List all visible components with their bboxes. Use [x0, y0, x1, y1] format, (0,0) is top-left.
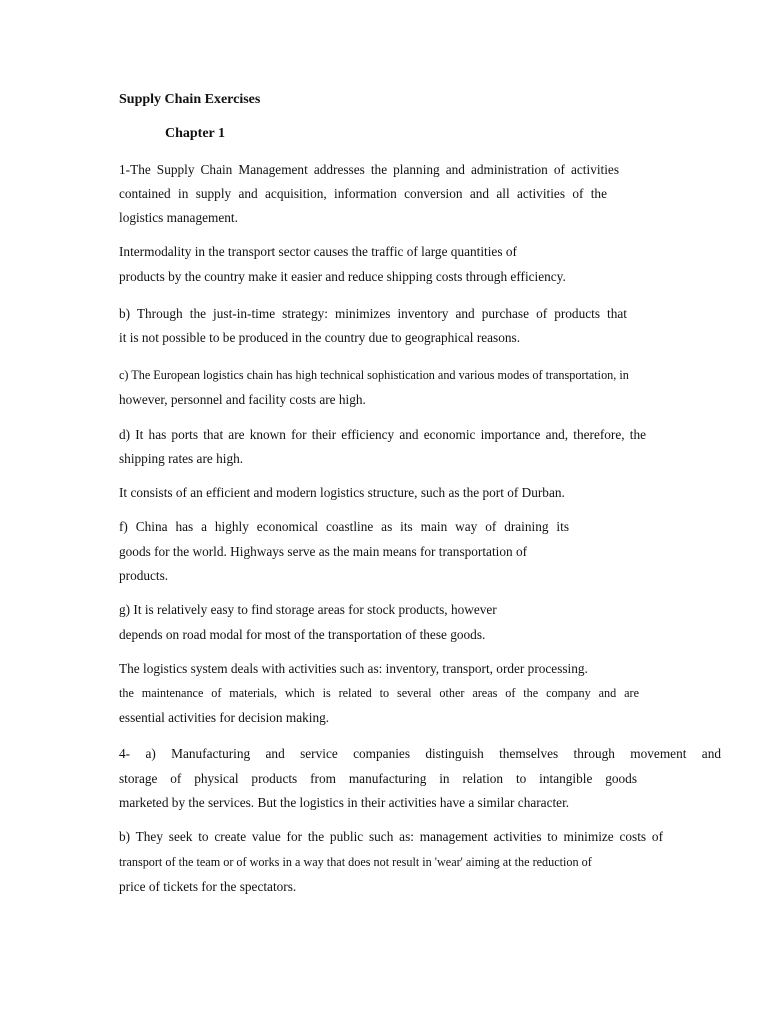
text-line: shipping rates are high. — [119, 451, 244, 466]
text-line: storage of physical products from manufacturing in relation to intangible goods — [119, 771, 637, 786]
text-line: 1-The Supply Chain Management addresses the planning and administration of activities — [119, 162, 619, 177]
text-line: depends on road modal for most of the transportation of these goods. — [119, 627, 486, 642]
text-line: contained in supply and acquisition, information conversion and all activities of the — [119, 186, 607, 201]
text-line: logistics management. — [119, 210, 238, 225]
chapter-heading: Chapter 1 — [165, 126, 226, 141]
text-line: f) China has a highly economical coastline as its main way of draining its — [119, 519, 569, 534]
text-line: It consists of an efficient and modern logistics structure, such as the port of Durban. — [119, 485, 565, 500]
text-line: transport of the team or of works in a way that does not result in 'wear' aiming at the reduction of — [119, 855, 592, 869]
text-line: marketed by the services. But the logistics in their activities have a similar character. — [119, 795, 570, 810]
text-line: products by the country make it easier and reduce shipping costs through efficiency. — [119, 269, 566, 284]
text-line: products. — [119, 568, 169, 583]
text-line: d) It has ports that are known for their efficiency and economic importance and, therefore, the — [119, 427, 646, 442]
text-line: Intermodality in the transport sector causes the traffic of large quantities of — [119, 244, 517, 259]
text-line: b) They seek to create value for the public such as: management activities to minimize costs of — [119, 829, 663, 844]
text-line: however, personnel and facility costs are high. — [119, 392, 366, 407]
text-line: price of tickets for the spectators. — [119, 879, 297, 894]
text-line: c) The European logistics chain has high technical sophistication and various modes of transportation, in — [119, 368, 629, 382]
text-line: The logistics system deals with activities such as: inventory, transport, order processing. — [119, 661, 588, 676]
text-line: b) Through the just-in-time strategy: minimizes inventory and purchase of products that — [119, 306, 627, 321]
text-line: goods for the world. Highways serve as the main means for transportation of — [119, 544, 528, 559]
text-line: it is not possible to be produced in the country due to geographical reasons. — [119, 330, 521, 345]
text-line: the maintenance of materials, which is related to several other areas of the company and are — [119, 686, 639, 700]
text-line: essential activities for decision making. — [119, 710, 330, 725]
document-title: Supply Chain Exercises — [119, 92, 261, 107]
text-line: g) It is relatively easy to find storage areas for stock products, however — [119, 602, 497, 617]
text-line: 4- a) Manufacturing and service companies distinguish themselves through movement and — [119, 746, 721, 761]
